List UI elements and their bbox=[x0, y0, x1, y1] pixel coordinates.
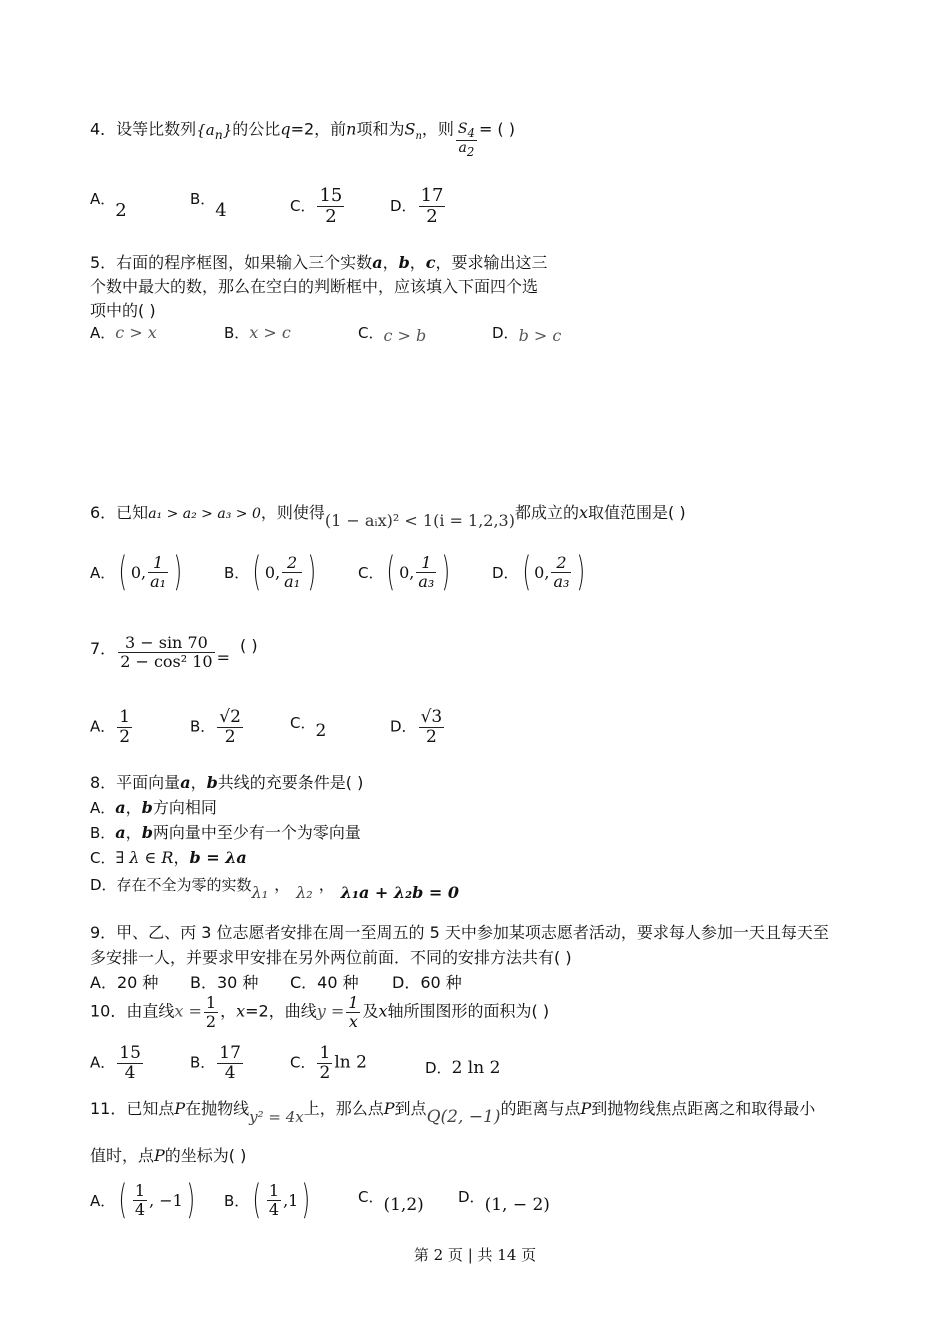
question-7-option-b[interactable]: B． $\frac{√2}{2}$ bbox=[190, 707, 241, 747]
question-4-option-d[interactable]: D． $\frac{17}{2}$ bbox=[390, 185, 444, 227]
parabola-equation: y² = 4x bbox=[249, 1108, 304, 1126]
question-5-line-2: 个数中最大的数，那么在空白的判断框中，应该填入下面四个选 bbox=[90, 277, 539, 296]
s4-over-a2-fraction: $\frac{S_4}{a_2}$ bbox=[457, 121, 475, 159]
sequence-symbol: $\{a_n\}$ bbox=[196, 120, 233, 142]
question-7-option-a[interactable]: A． $\frac{1}{2}$ bbox=[90, 707, 131, 747]
question-10-option-d[interactable]: D．2 ln 2 bbox=[425, 1058, 501, 1078]
question-7-option-c[interactable]: C．2 bbox=[290, 714, 327, 741]
question-4-option-b[interactable]: B．4 bbox=[190, 190, 227, 221]
question-11-option-a[interactable]: A． ( $\frac{1}{4}$ , −1 ) bbox=[90, 1177, 195, 1223]
inequality-expression: (1 − aᵢx)² < 1(i = 1,2,3) bbox=[324, 511, 515, 530]
question-7-option-d[interactable]: D． $\frac{√3}{2}$ bbox=[390, 707, 443, 747]
question-5-line-3: 项中的( ) bbox=[90, 301, 156, 320]
question-6-option-b[interactable]: B． ( 0, $\frac{2}{\text{a₁}}$ ) bbox=[224, 549, 317, 595]
question-7-stem: 7． $\frac{3 - \sin 70}{\text{2 − cos² 10}}$ =( ) bbox=[90, 633, 258, 671]
question-5-option-d[interactable]: D．b > c bbox=[492, 324, 562, 345]
question-8-stem: 8．平面向量a，b共线的充要条件是( ) bbox=[90, 773, 364, 792]
question-4-stem: 4．设等比数列$\{a_n\}$的公比q=2，前n项和为$S_n$，则 $\frac{S_4}{a_2}$ = ( ) bbox=[90, 119, 515, 159]
question-5-option-b[interactable]: B．x > c bbox=[224, 323, 291, 342]
question-6-option-a[interactable]: A． ( 0, $\frac{1}{\text{a₁}}$ ) bbox=[90, 549, 183, 595]
question-10-option-a[interactable]: A． $\frac{15}{4}$ bbox=[90, 1043, 141, 1083]
question-11-option-d[interactable]: D．(1, − 2) bbox=[458, 1188, 550, 1215]
question-9-line-1: 9．甲、乙、丙 3 位志愿者安排在周一至周五的 5 天中参加某项志愿者活动，要求每人参加一天且每天至 bbox=[90, 923, 829, 942]
question-11-line-2: 值时，点P的坐标为( ) bbox=[90, 1146, 247, 1165]
trig-fraction: $\frac{3 - \sin 70}{\text{2 − cos² 10}}$ bbox=[120, 633, 213, 671]
question-5-option-c[interactable]: C．c > b bbox=[358, 324, 427, 345]
question-4-option-c[interactable]: C． $\frac{15}{2}$ bbox=[290, 185, 343, 227]
question-8-option-b[interactable]: B．a，b两向量中至少有一个为零向量 bbox=[90, 823, 361, 842]
question-9-line-2: 多安排一人，并要求甲安排在另外两位前面．不同的安排方法共有( ) bbox=[90, 948, 572, 967]
point-q: Q(2, −1) bbox=[426, 1107, 501, 1127]
question-10-option-c[interactable]: C． $\frac{1}{2}$ ln 2 bbox=[290, 1043, 367, 1083]
page-footer: 第 2 页 | 共 14 页 bbox=[413, 1246, 537, 1264]
question-8-option-a[interactable]: A．a，b方向相同 bbox=[90, 798, 217, 817]
question-9-option-a[interactable]: A．20 种 bbox=[90, 973, 159, 992]
question-9-option-b[interactable]: B．30 种 bbox=[190, 973, 259, 992]
question-6-stem: 6．已知a₁ > a₂ > a₃ > 0，则使得(1 − aᵢx)² < 1(i = 1,2,3)都成立的x取值范围是( ) bbox=[90, 503, 686, 530]
question-5-option-a[interactable]: A．c > x bbox=[90, 323, 157, 342]
question-11-option-b[interactable]: B． ( $\frac{1}{4}$ ,1 ) bbox=[224, 1177, 311, 1223]
question-8-option-c[interactable]: C．∃ λ ∈ R，b = λa bbox=[90, 848, 247, 867]
question-11-option-c[interactable]: C．(1,2) bbox=[358, 1188, 424, 1215]
question-10-stem: 10．由直线x = $\frac{1}{2}$ ，x=2，曲线y = $\frac{1}{x}$ 及x轴所围图形的面积为( ) bbox=[90, 993, 550, 1031]
question-11-line-1: 11．已知点P在抛物线y² = 4x上，那么点P到点Q(2, −1)的距离与点P到抛物线焦点距离之和取得最小 bbox=[90, 1099, 816, 1127]
question-6-option-d[interactable]: D． ( 0, $\frac{2}{\text{a₃}}$ ) bbox=[492, 549, 586, 595]
question-10-option-b[interactable]: B． $\frac{17}{4}$ bbox=[190, 1043, 241, 1083]
question-9-option-d[interactable]: D．60 种 bbox=[392, 973, 462, 992]
question-8-option-d[interactable]: D．存在不全为零的实数λ₁ ， λ₂ ， λ₁a + λ₂b = 0 bbox=[90, 875, 459, 902]
question-4-option-a[interactable]: A．2 bbox=[90, 190, 127, 221]
question-6-option-c[interactable]: C． ( 0, $\frac{1}{\text{a₃}}$ ) bbox=[358, 549, 451, 595]
question-5-line-1: 5．右面的程序框图，如果输入三个实数a，b，c，要求输出这三 bbox=[90, 253, 548, 272]
question-9-option-c[interactable]: C．40 种 bbox=[290, 973, 359, 992]
